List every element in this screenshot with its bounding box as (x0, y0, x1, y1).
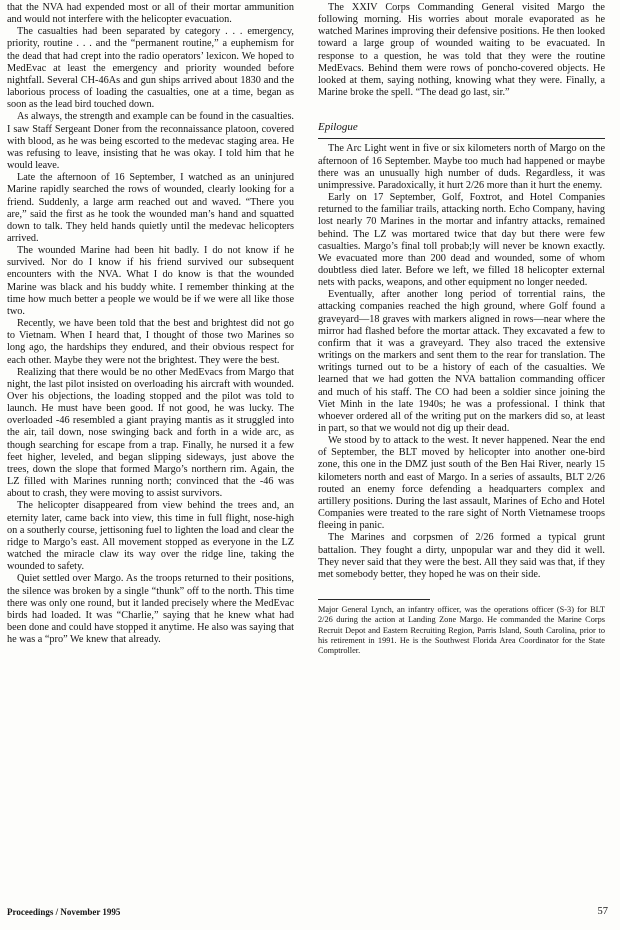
paragraph: that the NVA had expended most or all of their mortar ammunition and would not interfere with the helicopter evacuation. (7, 2, 294, 26)
paragraph: The Arc Light went in five or six kilometers north of Margo on the afternoon of 16 September. Maybe too much had happened or maybe there was an unusually high number of duds. Regardless, it was unimpressive. Paradoxically, it hurt 2/26 more than it hurt the enemy. (318, 143, 605, 191)
paragraph: The helicopter disappeared from view behind the trees and, an eternity later, came back into view, this time in full flight, nose-high on a southerly course, jettisoning fuel to lighten the load and clear the ridge to Margo’s east. All movement stopped as everyone in the LZ watched the miracle claw its way over the ridge line, taking the wounded to safety. (7, 500, 294, 573)
bio-divider (318, 599, 430, 600)
paragraph: Quiet settled over Margo. As the troops returned to their positions, the silence was broken by a single “thunk” off to the north. This time there was only one round, but it landed precisely where the MedEvac birds had loaded. It was “Charlie,” saying that he knew what had been done and could have stopped it anytime. He also was saying that he was a “pro” We knew that already. (7, 573, 294, 646)
section-heading-epilogue: Epilogue (318, 121, 358, 134)
right-column (318, 2, 605, 657)
paragraph: Realizing that there would be no other MedEvacs from Margo that night, the last pilot insisted on overloading his aircraft with wounded. Over his objections, the loading stopped and the pilot was told to launch. He must have been good. If not good, he was lucky. The overloaded -46 resembled a giant praying mantis as it struggled into the air, tail down, nose swinging back and forth in a wide arc, as though searching for escape from a trap. Finally, he nursed it a few feet higher, leveled, and began slipping sideways, just above the trees, down the slope that formed Margo’s northern rim. Again, the LZ filled with Marines running north; convinced that the -46 was about to crash, they were moving to assist survivors. (7, 366, 294, 500)
paragraph: The casualties had been separated by category . . . emergency, priority, routine . . . and the “permanent routine,” a euphemism for the dead that had crept into the radio operators’ lexicon. We hoped to MedEvac at least the emergency and priority wounded before nightfall. Several CH-46As and gun ships arrived about 1830 and the laborious process of loading the casualties, one at a time, began as soon as the lead bird touched down. (7, 26, 294, 111)
section-divider (318, 138, 605, 139)
paragraph: The XXIV Corps Commanding General visited Margo the following morning. His worries about morale evaporated as he watched Marines improving their defensive positions. He then looked toward a large group of wounded waiting to be evacuated. In response to a question, he was told that they were the routine MedEvacs. Behind them were rows of poncho-covered objects. He looked at them, saying nothing, knowing what they were. Finally, a Marine broke the spell. “The dead go last, sir.” (318, 2, 605, 99)
paragraph: The wounded Marine had been hit badly. I do not know if he survived. Nor do I know if his friend survived our subsequent encounters with the NVA. What I do know is that the wounded Marine was black and his buddy white. I remember thinking at the time how much better a people we would be if we were all like those two. (7, 245, 294, 317)
footer-publication: Proceedings / November 1995 (7, 907, 121, 917)
paragraph: Recently, we have been told that the best and brightest did not go to Vietnam. When I heard that, I thought of those two Marines so long ago, the hardships they endured, and their obvious respect for each other. Maybe they were not the brightest. They were the best. (7, 318, 294, 366)
paragraph: The Marines and corpsmen of 2/26 formed a typical grunt battalion. They fought a dirty, unpopular war and they did it well. They never said that they were the best. All they said was that, if they met somebody better, they hoped he was on their side. (318, 532, 605, 580)
paragraph: Late the afternoon of 16 September, I watched as an uninjured Marine rapidly searched the rows of wounded, clearly looking for a friend. Suddenly, a large arm reached out and waved. “There you are,” said the first as he took the wounded man’s hand and squatted down to talk. They held hands quietly until the medevac helicopters arrived. (7, 172, 294, 244)
page-number: 57 (597, 906, 608, 917)
paragraph: Early on 17 September, Golf, Foxtrot, and Hotel Companies returned to the familiar trails, attacking north. Echo Company, having lost nearly 70 Marines in the mortar and infantry attacks, remained behind. The LZ was mortared twice that day but there were few casualties. Margo’s final toll probab;ly will never be known exactly. We evacuated more than 200 dead and wounded, some of whom doubtless died later. Before we left, we filled 18 helicopter external nets with packs, weapons, and other equipment no longer needed. (318, 192, 605, 289)
author-bio: Major General Lynch, an infantry officer, was the operations officer (S-3) for BLT 2/26 during the action at Landing Zone Margo. He commanded the Marine Corps Recruit Depot and Eastern Recruiting Region, Parris Island, South Carolina, prior to his retirement in 1991. He is the Southwest Florida Area Coordinator for the State Comptroller. (318, 605, 605, 656)
left-column (7, 2, 294, 646)
paragraph: As always, the strength and example can be found in the casualties. I saw Staff Sergeant Doner from the reconnaissance platoon, covered with blood, as he was being escorted to the medevac staging area. He was refusing to leave, insisting that he was okay. I told him that he would leave. (7, 111, 294, 172)
paragraph: Eventually, after another long period of torrential rains, the attacking companies reached the high ground, where Golf found a graveyard—18 graves with markers aligned in rows—near where the mirror had flashed before the mortar attack. They excavated a few to confirm that it was a graveyard. They also traced the extensive writings on the markers and sent them to the rear for translation. The writings turned out to be a history of each of the casualties. We learned that we had gotten the NVA battalion commanding officer and much of his staff. The CO had been a soldier since joining the Viet Minh in the late 1940s; he was a professional. I think that whoever ordered all of the writing put on the markers did so, at least in part, so that we would not dig up their dead. (318, 289, 605, 434)
paragraph: We stood by to attack to the west. It never happened. Near the end of September, the BLT moved by helicopter into another one-bird zone, this one in the DMZ just south of the Ben Hai River, nearly 15 kilometers north and east of Margo. In a series of assaults, BLT 2/26 routed an enemy force defending a headquarters complex and artillery positions. During the last assault, Marines of Echo and Hotel Companies were treated to the rare sight of North Vietnamese troops fleeing in panic. (318, 435, 605, 532)
